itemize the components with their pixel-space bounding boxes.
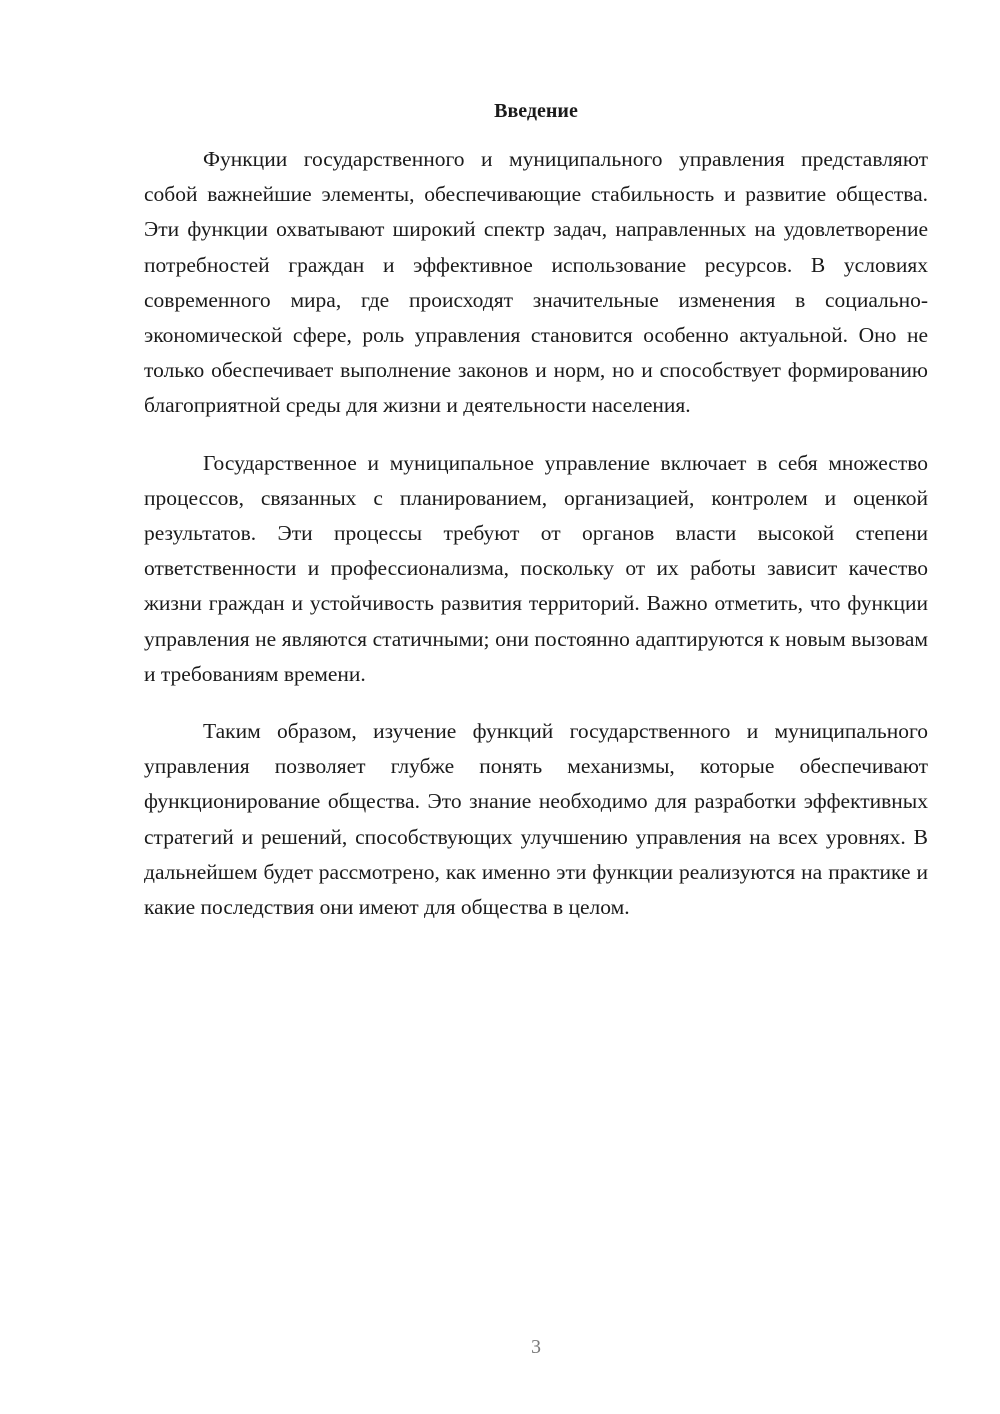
paragraph-3: Таким образом, изучение функций государственного и муниципального управления позволяет глубже понять механизмы, которые обеспечивают функционирование общества. Это знание необходимо для разработки эффективных стратегий и решений, способствующих улучшению управления на всех уровнях. В дальнейшем будет рассмотрено, как именно эти функции реализуются на практике и какие последствия они имеют для общества в целом. xyxy=(144,719,928,920)
paragraph-2: Государственное и муниципальное управление включает в себя множество процессов, связанных с планированием, организацией, контролем и оценкой результатов. Эти процессы требуют от органов власти высокой степени ответственности и профессионализма, поскольку от их работы зависит качество жизни граждан и устойчивость развития территорий. Важно отметить, что функции управления не являются статичными; они постоянно адаптируются к новым вызовам и требованиям времени. xyxy=(144,450,928,686)
section-heading: Введение xyxy=(494,100,578,122)
page-number: 3 xyxy=(531,1336,541,1358)
paragraph-1: Функции государственного и муниципального управления представляют собой важнейшие элементы, обеспечивающие стабильность и развитие общества. Эти функции охватывают широкий спектр задач, направленных на удовлетворение потребностей граждан и эффективное использование ресурсов. В условиях современного мира, где происходят значительные изменения в социально-экономической сфере, роль управления становится особенно актуальной. Оно не только обеспечивает выполнение законов и норм, но и способствует формированию благоприятной среды для жизни и деятельности населения. xyxy=(144,147,928,418)
document-body xyxy=(144,142,928,947)
